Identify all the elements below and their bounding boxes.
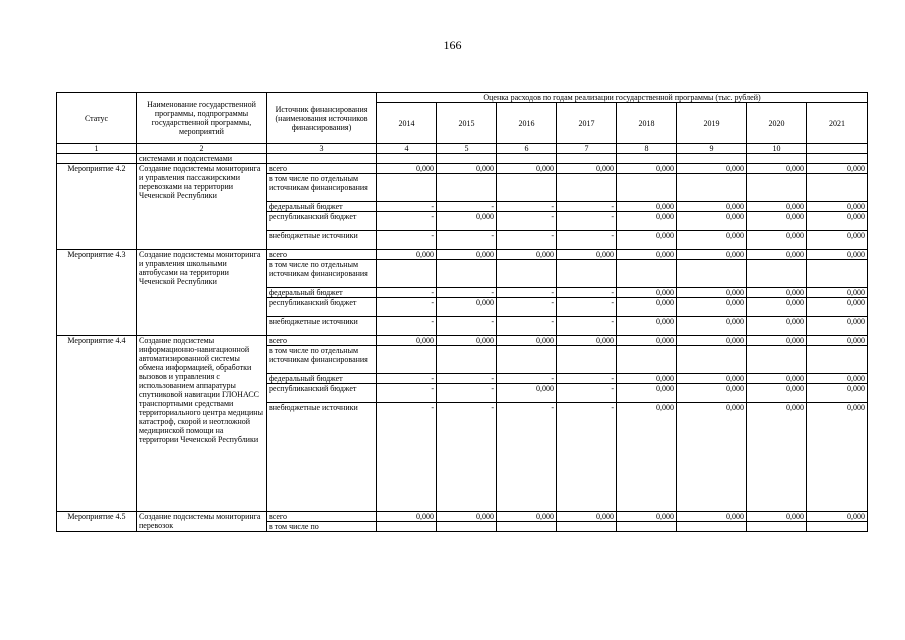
funding-source: внебюджетные источники [267, 403, 377, 512]
value-cell: 0,000 [497, 384, 557, 403]
value-cell: 0,000 [807, 336, 868, 346]
column-number: 8 [617, 144, 677, 154]
value-cell [557, 346, 617, 374]
value-cell: - [557, 288, 617, 298]
column-number-row [57, 144, 868, 154]
value-cell [377, 346, 437, 374]
value-cell: 0,000 [677, 317, 747, 336]
value-cell: 0,000 [807, 164, 868, 174]
value-cell: - [557, 317, 617, 336]
value-cell [617, 260, 677, 288]
value-cell: 0,000 [617, 250, 677, 260]
event-status: Мероприятие 4.2 [57, 164, 137, 250]
funding-source: всего [267, 164, 377, 174]
value-cell: 0,000 [437, 212, 497, 231]
value-cell: - [497, 288, 557, 298]
funding-source: республиканский бюджет [267, 212, 377, 231]
value-cell: 0,000 [677, 374, 747, 384]
value-cell: 0,000 [677, 288, 747, 298]
value-cell: - [377, 212, 437, 231]
value-cell: 0,000 [747, 231, 807, 250]
value-cell: 0,000 [557, 250, 617, 260]
value-cell: - [437, 231, 497, 250]
funding-source: внебюджетные источники [267, 231, 377, 250]
cell-empty [377, 154, 437, 164]
header-year: 2020 [747, 103, 807, 144]
header-status: Статус [57, 93, 137, 144]
funding-source: в том числе по отдельным источникам финансирования [267, 346, 377, 374]
value-cell: 0,000 [747, 250, 807, 260]
value-cell: - [377, 202, 437, 212]
value-cell [747, 522, 807, 532]
value-cell: 0,000 [377, 512, 437, 522]
cell-empty [437, 154, 497, 164]
value-cell: 0,000 [677, 231, 747, 250]
value-cell [497, 174, 557, 202]
continuation-text: системами и подсистемами [137, 154, 267, 164]
column-number: 4 [377, 144, 437, 154]
value-cell: 0,000 [617, 202, 677, 212]
header-year: 2019 [677, 103, 747, 144]
value-cell: 0,000 [747, 512, 807, 522]
value-cell: - [497, 298, 557, 317]
value-cell: 0,000 [617, 298, 677, 317]
value-cell [747, 346, 807, 374]
value-cell [677, 522, 747, 532]
value-cell: - [557, 212, 617, 231]
column-number: 6 [497, 144, 557, 154]
funding-source: всего [267, 512, 377, 522]
value-cell [557, 174, 617, 202]
value-cell: 0,000 [617, 374, 677, 384]
value-cell: 0,000 [617, 317, 677, 336]
value-cell: - [497, 231, 557, 250]
value-cell: 0,000 [747, 202, 807, 212]
continuation-row [57, 154, 868, 164]
value-cell: 0,000 [807, 288, 868, 298]
value-cell: 0,000 [747, 164, 807, 174]
column-number [807, 144, 868, 154]
value-cell: - [557, 384, 617, 403]
event-status: Мероприятие 4.3 [57, 250, 137, 336]
funding-source: всего [267, 250, 377, 260]
value-cell: 0,000 [747, 288, 807, 298]
value-cell: 0,000 [807, 202, 868, 212]
value-cell: 0,000 [557, 164, 617, 174]
event-name: Создание подсистемы мониторинга и управления школьными автобусами на территории Чеченской Республики [137, 250, 267, 336]
column-number: 1 [57, 144, 137, 154]
funding-source: республиканский бюджет [267, 384, 377, 403]
value-cell: - [497, 212, 557, 231]
value-cell [677, 260, 747, 288]
event-name: Создание подсистемы информационно-навигационной автоматизированной системы обмена информацией, обработки вызовов и управления с использованием аппаратуры спутниковой навигации ГЛОНАСС транспортными средствами территориального центра медицины катастроф, скорой и неотложной медицинской помощи на территории Чеченской Республики [137, 336, 267, 512]
value-cell [747, 174, 807, 202]
value-cell: 0,000 [677, 403, 747, 512]
value-cell: 0,000 [677, 212, 747, 231]
value-cell [437, 522, 497, 532]
value-cell: 0,000 [497, 336, 557, 346]
value-cell [377, 522, 437, 532]
column-number: 9 [677, 144, 747, 154]
table-row [57, 336, 868, 346]
value-cell: - [437, 317, 497, 336]
value-cell: - [377, 288, 437, 298]
value-cell: - [377, 317, 437, 336]
value-cell: 0,000 [617, 212, 677, 231]
value-cell: 0,000 [437, 336, 497, 346]
table-header [57, 93, 868, 154]
value-cell: 0,000 [617, 231, 677, 250]
header-year: 2017 [557, 103, 617, 144]
funding-source: в том числе по отдельным источникам финансирования [267, 260, 377, 288]
cell-empty [267, 154, 377, 164]
value-cell: - [377, 374, 437, 384]
value-cell: 0,000 [677, 298, 747, 317]
header-source: Источник финансирования (наименования источников финансирования) [267, 93, 377, 144]
value-cell: 0,000 [377, 250, 437, 260]
value-cell: - [497, 403, 557, 512]
value-cell: 0,000 [747, 317, 807, 336]
value-cell: - [377, 384, 437, 403]
value-cell: - [437, 403, 497, 512]
event-name: Создание подсистемы мониторинга и управления пассажирскими перевозками на территории Чеченской Республики [137, 164, 267, 250]
value-cell [807, 174, 868, 202]
value-cell: 0,000 [677, 202, 747, 212]
value-cell: 0,000 [377, 336, 437, 346]
value-cell: - [557, 403, 617, 512]
value-cell: - [557, 231, 617, 250]
value-cell: 0,000 [747, 384, 807, 403]
column-number: 5 [437, 144, 497, 154]
header-year: 2014 [377, 103, 437, 144]
value-cell: - [557, 298, 617, 317]
value-cell: 0,000 [557, 336, 617, 346]
value-cell [437, 174, 497, 202]
value-cell [677, 346, 747, 374]
cell-empty [617, 154, 677, 164]
value-cell: 0,000 [617, 512, 677, 522]
value-cell: 0,000 [617, 336, 677, 346]
funding-source: федеральный бюджет [267, 374, 377, 384]
value-cell: 0,000 [497, 512, 557, 522]
header-year: 2021 [807, 103, 868, 144]
value-cell: 0,000 [677, 164, 747, 174]
value-cell: - [437, 384, 497, 403]
value-cell: 0,000 [497, 164, 557, 174]
funding-source: внебюджетные источники [267, 317, 377, 336]
value-cell: 0,000 [807, 403, 868, 512]
value-cell: 0,000 [807, 317, 868, 336]
value-cell: - [437, 288, 497, 298]
cell-empty [557, 154, 617, 164]
column-number: 2 [137, 144, 267, 154]
value-cell [437, 346, 497, 374]
value-cell: 0,000 [557, 512, 617, 522]
cell-empty [677, 154, 747, 164]
value-cell: 0,000 [437, 250, 497, 260]
value-cell [617, 174, 677, 202]
value-cell: 0,000 [747, 212, 807, 231]
value-cell [377, 174, 437, 202]
value-cell: 0,000 [747, 298, 807, 317]
table-body [57, 154, 868, 532]
event-status: Мероприятие 4.4 [57, 336, 137, 512]
value-cell [557, 522, 617, 532]
value-cell [497, 260, 557, 288]
value-cell: - [557, 374, 617, 384]
value-cell: 0,000 [807, 298, 868, 317]
value-cell [617, 522, 677, 532]
value-cell: - [497, 374, 557, 384]
value-cell: 0,000 [617, 164, 677, 174]
funding-source: всего [267, 336, 377, 346]
cell-empty [497, 154, 557, 164]
value-cell [557, 260, 617, 288]
header-year: 2016 [497, 103, 557, 144]
value-cell: 0,000 [617, 384, 677, 403]
table-row [57, 250, 868, 260]
value-cell: - [377, 298, 437, 317]
value-cell: 0,000 [747, 336, 807, 346]
value-cell: 0,000 [677, 384, 747, 403]
column-number: 3 [267, 144, 377, 154]
value-cell: - [377, 403, 437, 512]
column-number: 10 [747, 144, 807, 154]
value-cell [617, 346, 677, 374]
value-cell: 0,000 [677, 512, 747, 522]
value-cell: 0,000 [677, 336, 747, 346]
value-cell [807, 522, 868, 532]
header-year: 2015 [437, 103, 497, 144]
expenses-table [56, 92, 868, 532]
value-cell: 0,000 [807, 512, 868, 522]
value-cell [677, 174, 747, 202]
value-cell: 0,000 [617, 288, 677, 298]
value-cell: 0,000 [807, 231, 868, 250]
table-row [57, 512, 868, 522]
value-cell [497, 346, 557, 374]
cell-empty [807, 154, 868, 164]
column-number: 7 [557, 144, 617, 154]
funding-source: в том числе по [267, 522, 377, 532]
value-cell: - [557, 202, 617, 212]
value-cell: 0,000 [807, 250, 868, 260]
value-cell [807, 346, 868, 374]
value-cell: 0,000 [437, 512, 497, 522]
value-cell [497, 522, 557, 532]
value-cell [747, 260, 807, 288]
value-cell: - [377, 231, 437, 250]
page-number: 166 [443, 38, 462, 52]
cell-empty [57, 154, 137, 164]
funding-source: федеральный бюджет [267, 288, 377, 298]
value-cell: 0,000 [437, 298, 497, 317]
funding-source: республиканский бюджет [267, 298, 377, 317]
value-cell: 0,000 [677, 250, 747, 260]
cell-empty [747, 154, 807, 164]
value-cell: 0,000 [617, 403, 677, 512]
value-cell: 0,000 [807, 212, 868, 231]
event-name: Создание подсистемы мониторинга перевозок [137, 512, 267, 532]
header-year: 2018 [617, 103, 677, 144]
value-cell: 0,000 [747, 374, 807, 384]
event-status: Мероприятие 4.5 [57, 512, 137, 532]
value-cell [437, 260, 497, 288]
value-cell [377, 260, 437, 288]
value-cell: 0,000 [377, 164, 437, 174]
funding-source: федеральный бюджет [267, 202, 377, 212]
header-estimate: Оценка расходов по годам реализации государственной программы (тыс. рублей) [377, 93, 868, 103]
value-cell: 0,000 [807, 374, 868, 384]
value-cell: 0,000 [747, 403, 807, 512]
value-cell: - [497, 202, 557, 212]
value-cell: 0,000 [437, 164, 497, 174]
value-cell: 0,000 [807, 384, 868, 403]
header-name: Наименование государственной программы, подпрограммы государственной программы, мероприятий [137, 93, 267, 144]
value-cell: - [437, 202, 497, 212]
table-row [57, 164, 868, 174]
value-cell: - [497, 317, 557, 336]
value-cell: - [437, 374, 497, 384]
value-cell [807, 260, 868, 288]
funding-source: в том числе по отдельным источникам финансирования [267, 174, 377, 202]
value-cell: 0,000 [497, 250, 557, 260]
